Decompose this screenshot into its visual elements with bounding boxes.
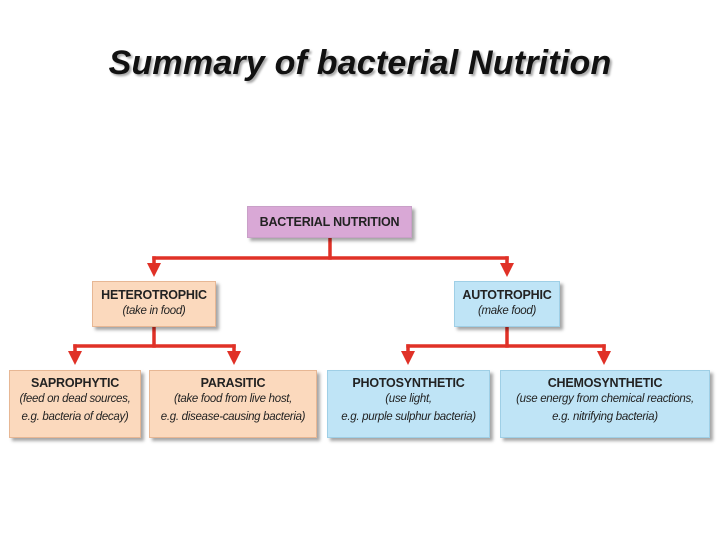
- node-description-line2: e.g. purple sulphur bacteria): [341, 411, 476, 423]
- node-description-line1: (use energy from chemical reactions,: [516, 393, 694, 405]
- node-label: PHOTOSYNTHETIC: [352, 376, 465, 390]
- node-description-line1: (take food from live host,: [173, 393, 293, 405]
- node-chemosynthetic: [500, 370, 710, 438]
- node-description: (make food): [477, 305, 537, 317]
- node-description-line2: e.g. bacteria of decay): [21, 411, 129, 423]
- node-label: AUTOTROPHIC: [462, 288, 552, 302]
- node-description: (take in food): [122, 305, 186, 317]
- node-label: BACTERIAL NUTRITION: [259, 215, 400, 229]
- node-label: CHEMOSYNTHETIC: [547, 376, 663, 390]
- node-label: HETEROTROPHIC: [101, 288, 207, 302]
- node-parasitic: [149, 370, 317, 438]
- node-description-line1: (feed on dead sources,: [19, 393, 131, 405]
- node-photosynthetic: [327, 370, 490, 438]
- node-description-line2: e.g. nitrifying bacteria): [552, 411, 658, 423]
- node-autotrophic: [454, 281, 560, 327]
- node-heterotrophic: [92, 281, 216, 327]
- node-saprophytic: [9, 370, 141, 438]
- node-label: PARASITIC: [200, 376, 266, 390]
- node-label: SAPROPHYTIC: [30, 376, 120, 390]
- node-bacterial-nutrition: [247, 206, 412, 238]
- node-description-line1: (use light,: [385, 393, 432, 405]
- page-title: Summary of bacterial Nutrition: [108, 44, 612, 82]
- node-description-line2: e.g. disease-causing bacteria): [160, 411, 306, 423]
